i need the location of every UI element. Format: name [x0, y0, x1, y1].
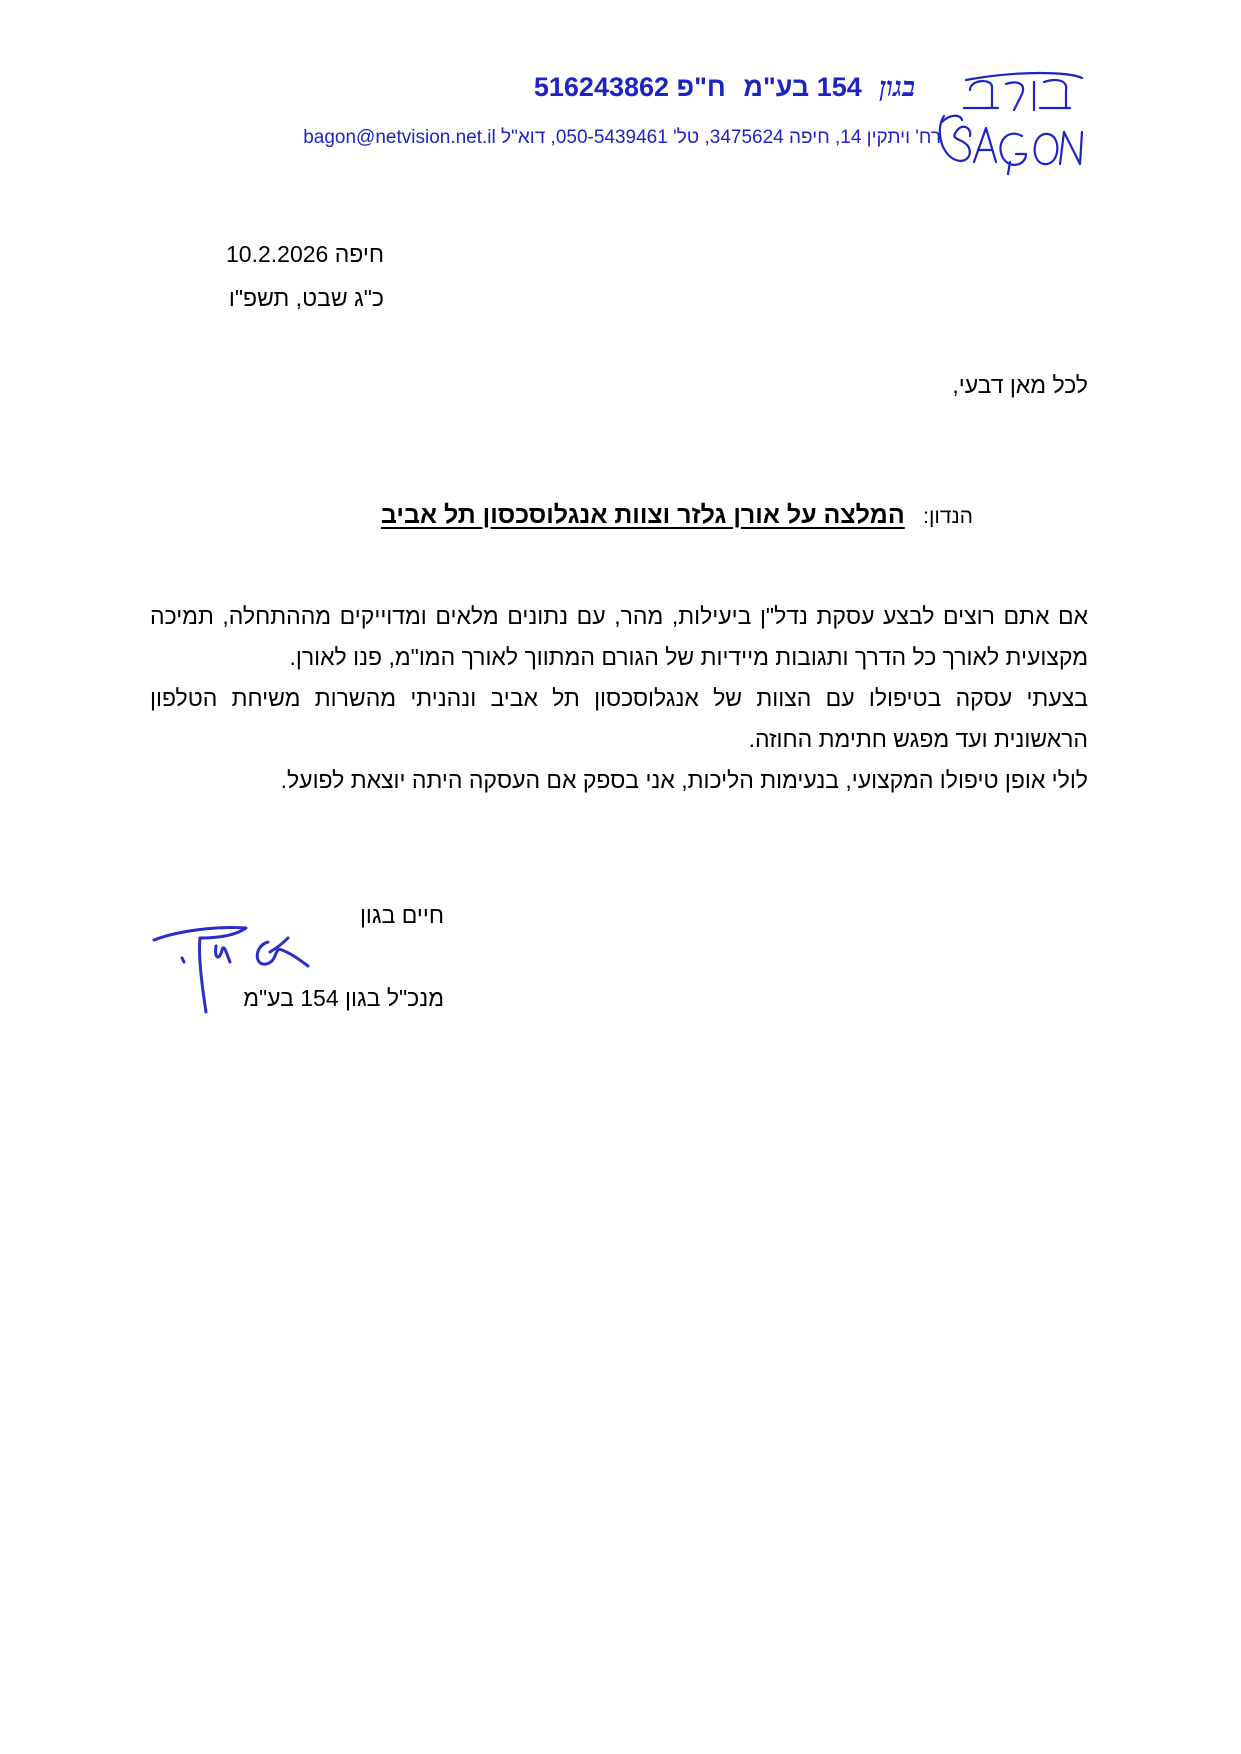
company-id: ח"פ 516243862 — [533, 72, 726, 102]
signer-title: מנכ"ל בגון 154 בע"מ — [243, 985, 444, 1011]
letter-body — [150, 596, 1088, 801]
body-paragraph: בצעתי עסקה בטיפולו עם הצוות של אנגלוסכסון תל אביב ונהניתי מהשרות משיחת הטלפון הראשונית ועד מפגש חתימת החוזה. — [150, 685, 1088, 752]
company-logo — [930, 70, 1090, 175]
company-contact-line — [303, 127, 941, 149]
hebrew-date: כ"ג שבט, תשפ"ו — [228, 285, 384, 311]
company-address: רח' ויתקין 14, חיפה 3475624, — [704, 127, 941, 148]
subject-line — [381, 501, 973, 530]
subject-label: הנדון: — [923, 505, 973, 528]
company-header — [524, 72, 915, 103]
company-phone: טל' 050-5439461, — [550, 127, 700, 148]
company-number: 154 בע"מ — [743, 72, 862, 102]
letter-date: חיפה 10.2.2026 — [226, 241, 384, 267]
subject-text: המלצה על אורן גלזר וצוות אנגלוסכסון תל אביב — [380, 501, 905, 529]
body-paragraph: אם אתם רוצים לבצע עסקת נדל"ן ביעילות, מהר, עם נתונים מלאים ומדוייקים מההתחלה, תמיכה מקצועית לאורך כל הדרך ותגובות מיידיות של הגורם המתווך לאורך המו"מ, פנו לאורן. — [150, 603, 1088, 670]
company-email: bagon@netvision.net.il — [303, 127, 496, 148]
salutation: לכל מאן דבעי, — [952, 372, 1088, 398]
signer-name: חיים בגון — [359, 902, 444, 928]
body-paragraph: לולי אופן טיפולו המקצועי, בנעימות הליכות, אני בספק אם העסקה היתה יוצאת לפועל. — [280, 767, 1088, 793]
company-email-label: דוא"ל — [501, 127, 546, 148]
company-name: בגון — [879, 72, 915, 103]
